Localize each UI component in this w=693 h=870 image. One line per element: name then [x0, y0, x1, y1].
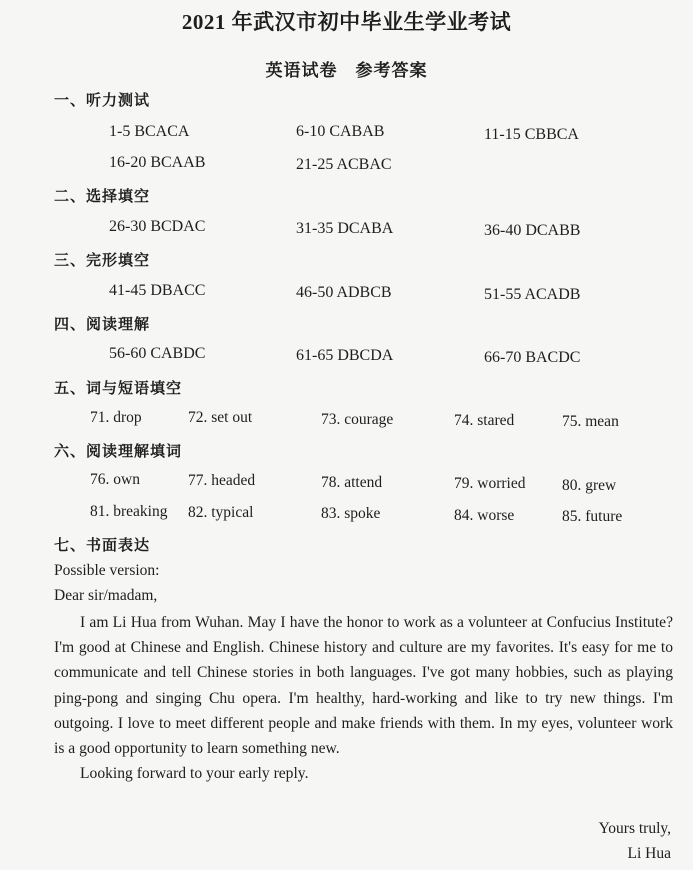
answer-item: 36-40 DCABB: [484, 222, 581, 239]
answer-item: 83. spoke: [321, 505, 381, 522]
answer-item: 41-45 DBACC: [109, 282, 206, 299]
essay-signoff: Yours truly,: [598, 820, 671, 837]
answer-item: 61-65 DBCDA: [296, 347, 394, 364]
essay-body: [54, 610, 673, 786]
answer-item: 76. own: [90, 471, 140, 488]
answer-item: 1-5 BCACA: [109, 123, 190, 140]
answer-item: 75. mean: [562, 413, 619, 430]
answer-item: 51-55 ACADB: [484, 286, 581, 303]
answer-item: 82. typical: [188, 504, 254, 521]
page-title: 2021 年武汉市初中毕业生学业考试: [181, 10, 512, 34]
answer-item: 84. worse: [454, 507, 515, 524]
answer-item: 78. attend: [321, 474, 383, 491]
answer-item: 26-30 BCDAC: [109, 218, 206, 235]
section-heading-writing: 七、书面表达: [54, 538, 151, 554]
section-heading-reading-fill: 六、阅读理解填词: [54, 444, 183, 460]
answer-item: 6-10 CABAB: [296, 123, 385, 140]
essay-paragraph: I am Li Hua from Wuhan. May I have the honor to work as a volunteer at Confucius Institute? I'm good at Chinese and English. Chinese history and culture are my favorites. It's easy for me to communicate and tell Chinese stories in both languages. I've got many hobbies, such as playing ping-pong and singing Chu opera. I'm healthy, hard-working and like to try new things. I'm outgoing. I love to meet different people and make friends with them. In my eyes, volunteer work is a good opportunity to learn something new.: [54, 614, 673, 758]
essay-label: Possible version:: [54, 562, 160, 579]
essay-signature-name: Li Hua: [627, 845, 671, 862]
section-heading-choice: 二、选择填空: [54, 189, 151, 205]
answer-item: 46-50 ADBCB: [296, 284, 392, 301]
answer-item: 71. drop: [90, 409, 142, 426]
answer-item: 73. courage: [321, 411, 394, 428]
page-subtitle: 英语试卷 参考答案: [265, 61, 428, 80]
essay-greeting: Dear sir/madam,: [54, 587, 158, 604]
answer-item: 11-15 CBBCA: [484, 126, 579, 143]
answer-item: 81. breaking: [90, 503, 168, 520]
answer-item: 56-60 CABDC: [109, 345, 206, 362]
answer-item: 72. set out: [188, 409, 253, 426]
answer-item: 85. future: [562, 508, 623, 525]
answer-item: 74. stared: [454, 412, 515, 429]
answer-item: 77. headed: [188, 472, 256, 489]
answer-item: 66-70 BACDC: [484, 349, 581, 366]
section-heading-listening: 一、听力测试: [54, 93, 151, 109]
answer-item: 79. worried: [454, 475, 526, 492]
essay-closing-line: Looking forward to your early reply.: [80, 765, 309, 783]
section-heading-word-fill: 五、词与短语填空: [54, 381, 183, 397]
answer-item: 16-20 BCAAB: [109, 154, 206, 171]
section-heading-cloze: 三、完形填空: [54, 253, 151, 269]
answer-item: 80. grew: [562, 477, 617, 494]
answer-item: 21-25 ACBAC: [296, 156, 392, 173]
answer-item: 31-35 DCABA: [296, 220, 394, 237]
section-heading-reading: 四、阅读理解: [54, 317, 151, 333]
